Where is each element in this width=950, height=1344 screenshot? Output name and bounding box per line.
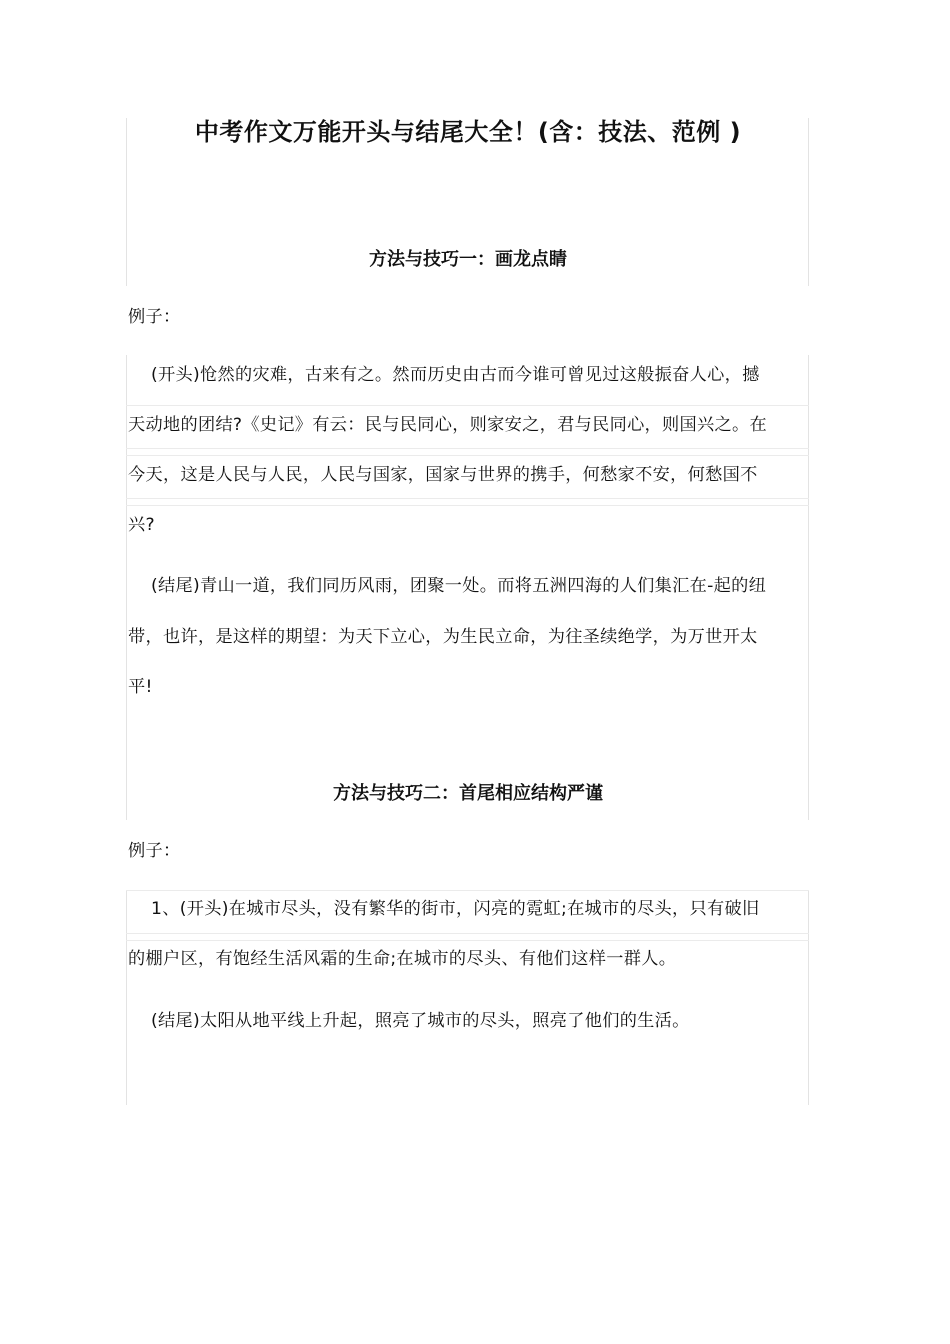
- paragraph-line: 今天，这是人民与人民，人民与国家，国家与世界的携手，何愁家不安，何愁国不: [128, 465, 758, 485]
- table-border-line: [126, 448, 809, 449]
- table-border-right: [808, 890, 809, 1105]
- paragraph-line: (结尾)青山一道，我们同历风雨，团聚一处。而将五洲四海的人们集汇在-起的纽: [151, 576, 767, 596]
- table-border-left: [126, 355, 127, 820]
- paragraph-line: (结尾)太阳从地平线上升起，照亮了城市的尽头，照亮了他们的生活。: [151, 1011, 690, 1031]
- paragraph-line: 天动地的团结?《史记》有云：民与民同心，则家安之，君与民同心，则国兴之。在: [128, 415, 767, 435]
- document-title: 中考作文万能开头与结尾大全！(含：技法、范例 ): [194, 118, 742, 146]
- table-border-line: [126, 505, 809, 506]
- example-label: 例子：: [128, 307, 181, 327]
- paragraph-line: 平!: [128, 677, 153, 697]
- paragraph-line: 1、(开头)在城市尽头，没有繁华的街市，闪亮的霓虹;在城市的尽头，只有破旧: [151, 899, 760, 919]
- table-border-line: [126, 498, 809, 499]
- table-border-line: [126, 890, 809, 891]
- paragraph-line: 的棚户区，有饱经生活风霜的生命;在城市的尽头、有他们这样一群人。: [128, 949, 677, 969]
- table-border-left: [126, 890, 127, 1105]
- paragraph-line: 兴?: [128, 515, 155, 535]
- section-heading: 方法与技巧一：画龙点睛: [369, 249, 567, 270]
- table-border-line: [126, 405, 809, 406]
- table-border-right: [808, 355, 809, 820]
- section-heading: 方法与技巧二：首尾相应结构严谨: [333, 783, 603, 804]
- table-border-line: [126, 455, 809, 456]
- table-border-line: [126, 933, 809, 934]
- paragraph-line: (开头)怆然的灾难，古来有之。然而历史由古而今谁可曾见过这般振奋人心，撼: [151, 365, 760, 385]
- example-label: 例子：: [128, 841, 181, 861]
- table-border-line: [126, 940, 809, 941]
- paragraph-line: 带，也许，是这样的期望：为天下立心，为生民立命，为往圣续绝学，为万世开太: [128, 627, 758, 647]
